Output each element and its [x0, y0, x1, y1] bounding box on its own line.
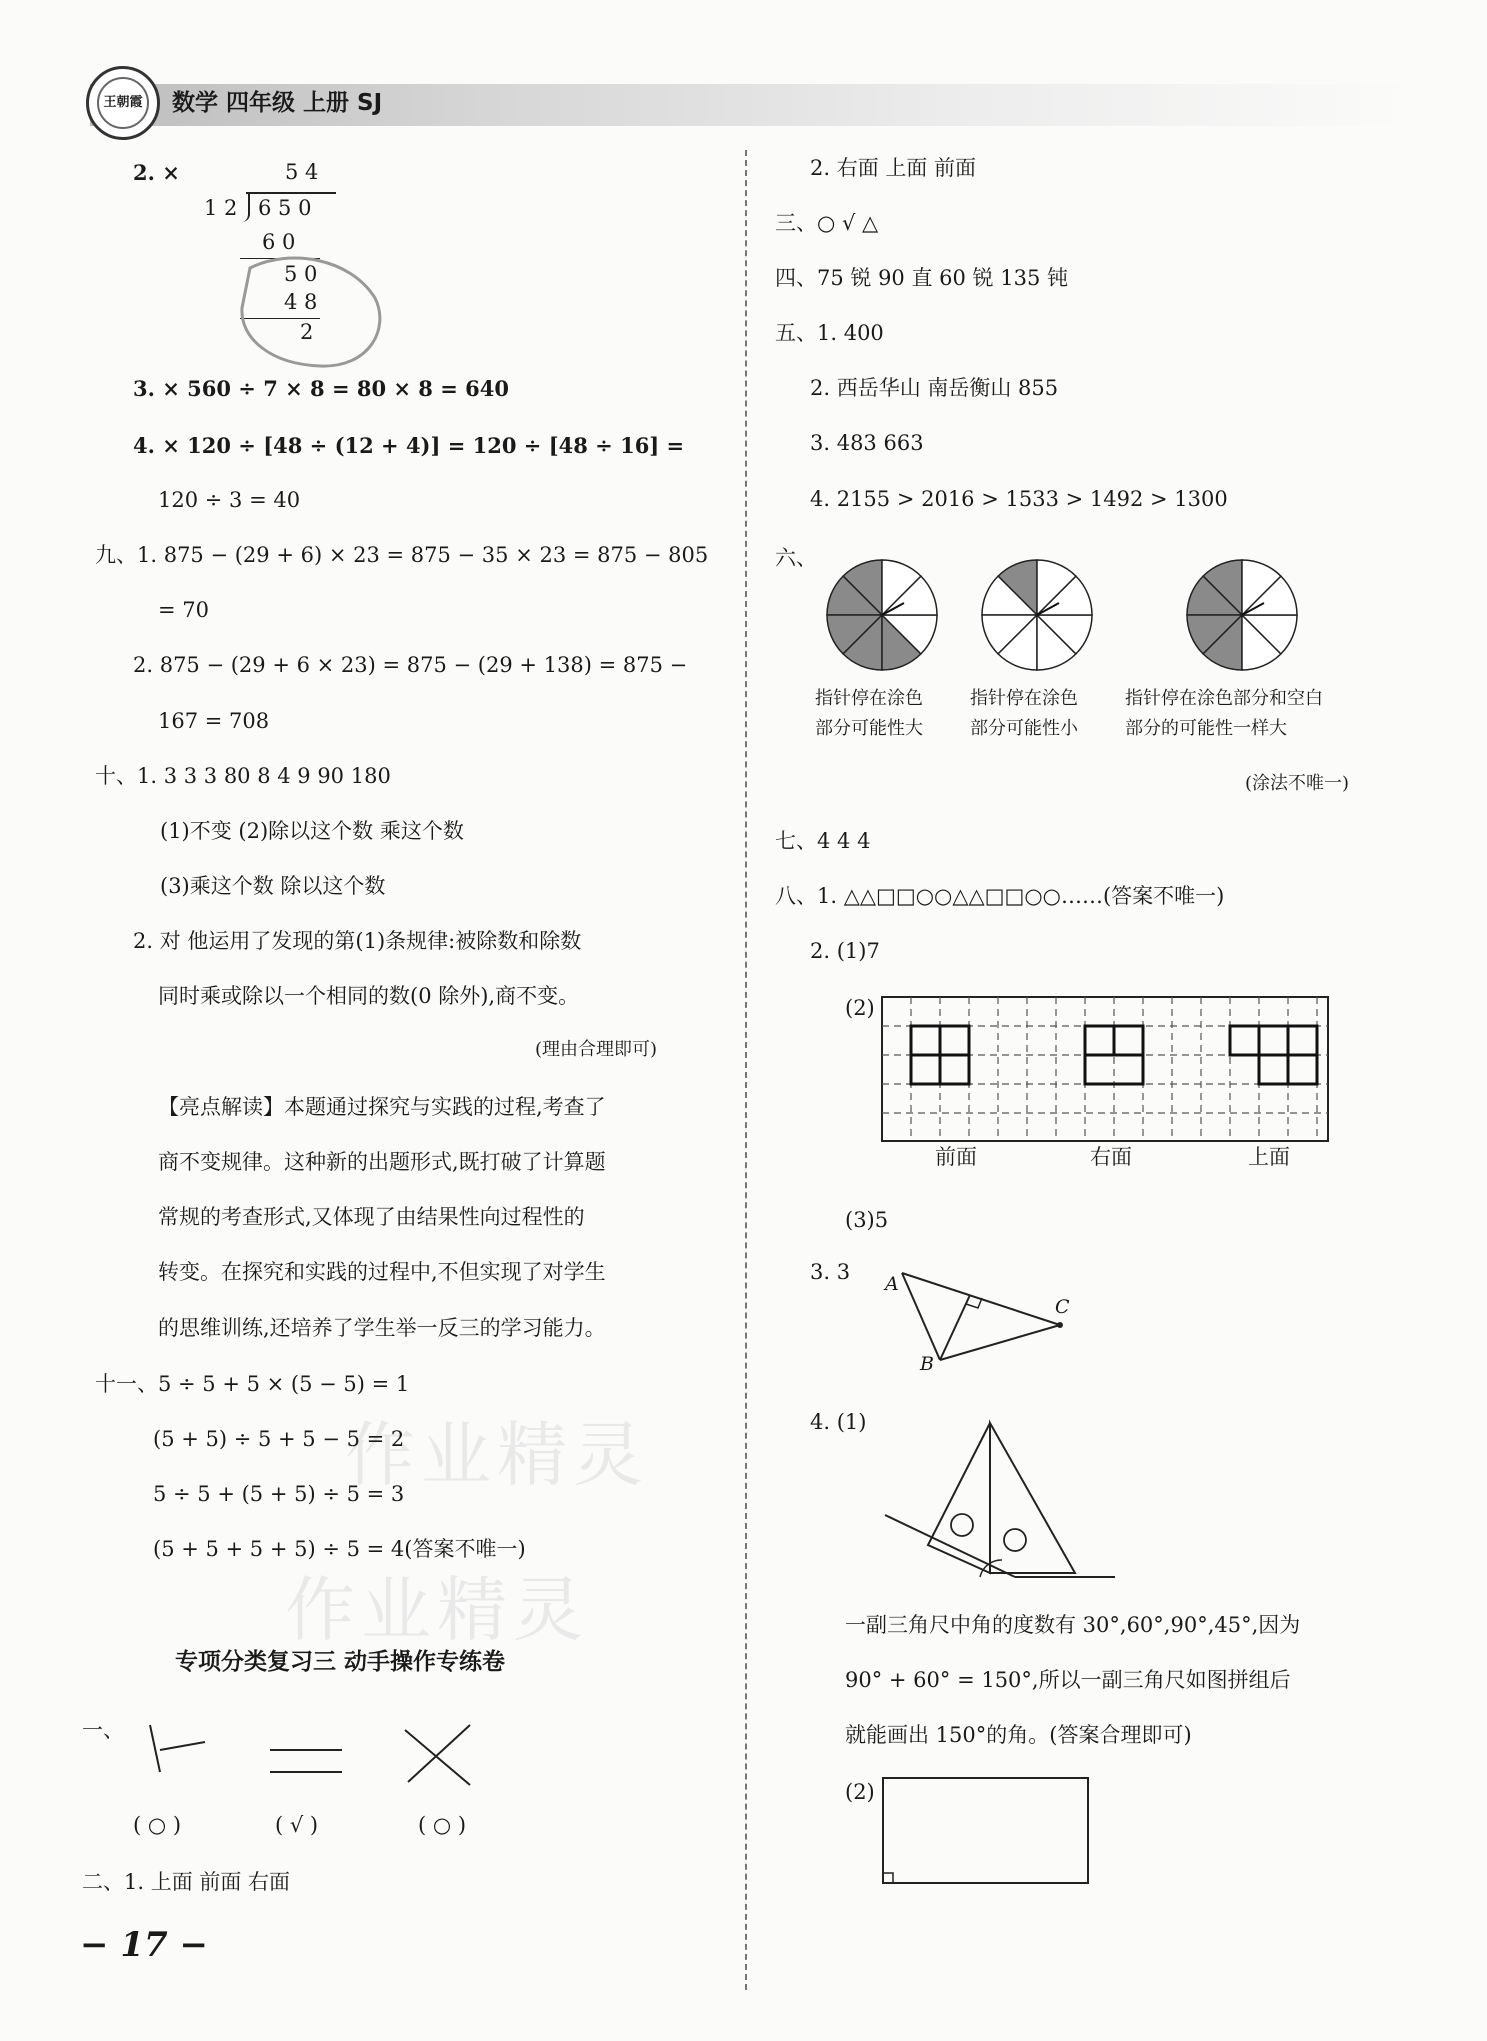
highlight-line: 商不变规律。这种新的出题形式,既打破了计算题: [158, 1150, 606, 1174]
point-b: B: [920, 1353, 934, 1375]
q4-line2: 120 ÷ 3 = 40: [158, 488, 301, 512]
spinners: [810, 555, 1370, 675]
grid-label-top: 上面: [1248, 1145, 1290, 1169]
section-title: 专项分类复习三 动手操作专练卷: [175, 1648, 506, 1675]
s8-1: 八、1. △△□□○○△△□□○○……(答案不唯一): [775, 884, 1225, 908]
header-title: 数学 四年级 上册 SJ: [172, 90, 383, 116]
s10-1: 十、1. 3 3 3 80 8 4 9 90 180: [95, 764, 391, 788]
spinner-caption: 指针停在涂色部分和空白 部分的可能性一样大: [1125, 688, 1323, 739]
q2-mark: 2. ×: [133, 160, 180, 185]
view-grid: [880, 995, 1330, 1145]
div-remainder: 2: [300, 320, 314, 344]
s10-rule-2: (3)乘这个数 除以这个数: [160, 874, 386, 898]
spinner-1: [827, 560, 937, 670]
s8-3: 3. 3: [810, 1260, 851, 1284]
point-a: A: [885, 1273, 899, 1295]
column-divider: [745, 150, 747, 1990]
s9-1-line1: 九、1. 875 − (29 + 6) × 23 = 875 − 35 × 23 = 875 − 805: [95, 543, 709, 567]
s5-2: 2. 西岳华山 南岳衡山 855: [810, 376, 1059, 400]
s11-3: 5 ÷ 5 + (5 + 5) ÷ 5 = 3: [153, 1482, 405, 1506]
stamp-icon: [230, 248, 390, 378]
s11-4: (5 + 5 + 5 + 5) ÷ 5 = 4(答案不唯一): [153, 1537, 526, 1561]
spinner-2: [982, 560, 1092, 670]
s1-answer: ( ○ ): [418, 1813, 467, 1837]
s3: 三、○ √ △: [775, 211, 879, 235]
highlight-line: 【亮点解读】本题通过探究与实践的过程,考查了: [158, 1095, 606, 1119]
s8-4-text: 一副三角尺中角的度数有 30°,60°,90°,45°,因为: [845, 1613, 1301, 1637]
div-step: 4 8: [284, 290, 318, 314]
s4: 四、75 锐 90 直 60 锐 135 钝: [775, 266, 1068, 290]
s8-4-text: 就能画出 150°的角。(答案合理即可): [845, 1723, 1192, 1747]
s1-label: 一、: [82, 1718, 124, 1742]
s10-2-line2: 同时乘或除以一个相同的数(0 除外),商不变。: [158, 984, 580, 1008]
watermark: 作业精灵: [285, 1569, 589, 1651]
s10-2-line1: 2. 对 他运用了发现的第(1)条规律:被除数和除数: [133, 929, 582, 953]
grid-label-front: 前面: [935, 1145, 977, 1169]
publisher-logo: [86, 66, 160, 140]
s2-1: 二、1. 上面 前面 右面: [82, 1870, 291, 1894]
s8-4-text: 90° + 60° = 150°,所以一副三角尺如图拼组后: [845, 1668, 1291, 1692]
r2: 2. 右面 上面 前面: [810, 156, 977, 180]
q4-line1: 4. × 120 ÷ [48 ÷ (12 + 4)] = 120 ÷ [48 ÷ 16] =: [133, 433, 685, 458]
s1-answer: ( √ ): [275, 1813, 319, 1837]
line-figures: [130, 1720, 530, 1800]
s8-4-2: (2): [845, 1780, 875, 1804]
s10-note: (理由合理即可): [535, 1039, 658, 1060]
s9-2-line1: 2. 875 − (29 + 6 × 23) = 875 − (29 + 138) = 875 −: [133, 653, 688, 677]
s5-3: 3. 483 663: [810, 431, 924, 455]
quotient: 5 4: [285, 160, 319, 184]
s8-2: 2. (1)7: [810, 939, 880, 963]
s8-2-2: (2): [845, 996, 875, 1020]
grid-label-right: 右面: [1090, 1145, 1132, 1169]
s1-answer: ( ○ ): [133, 1813, 182, 1837]
s9-1-line2: = 70: [158, 598, 209, 622]
s6-label: 六、: [775, 546, 817, 570]
point-c: C: [1055, 1296, 1070, 1318]
div-step: 5 0: [284, 262, 318, 286]
div-step: 6 0: [262, 230, 296, 254]
set-square-figure: [880, 1415, 1120, 1600]
highlight-line: 的思维训练,还培养了学生举一反三的学习能力。: [158, 1316, 606, 1340]
s7: 七、4 4 4: [775, 829, 871, 853]
divisor: 1 2: [204, 196, 238, 220]
highlight-line: 常规的考查形式,又体现了由结果性向过程性的: [158, 1205, 585, 1229]
s8-4: 4. (1): [810, 1410, 867, 1434]
dividend: 6 5 0: [258, 196, 312, 220]
spinner-3: [1187, 560, 1297, 670]
s9-2-line2: 167 = 708: [158, 709, 270, 733]
logo-text: 王朝霞: [97, 77, 149, 129]
s5-4: 4. 2155 > 2016 > 1533 > 1492 > 1300: [810, 487, 1228, 511]
highlight-line: 转变。在探究和实践的过程中,不但实现了对学生: [158, 1260, 606, 1284]
s11-1: 十一、5 ÷ 5 + 5 × (5 − 5) = 1: [95, 1372, 410, 1396]
s10-rule-1: (1)不变 (2)除以这个数 乘这个数: [160, 819, 464, 843]
q3: 3. × 560 ÷ 7 × 8 = 80 × 8 = 640: [133, 376, 509, 401]
watermark: 作业精灵: [345, 1414, 649, 1496]
s8-2-3: (3)5: [845, 1208, 889, 1232]
rectangle-figure: [880, 1775, 1095, 1890]
spinner-caption: 指针停在涂色 部分可能性小: [970, 688, 1078, 739]
spinner-caption: 指针停在涂色 部分可能性大: [815, 688, 923, 739]
page-number: − 17 −: [80, 1925, 208, 1965]
s5-1: 五、1. 400: [775, 321, 884, 345]
s11-2: (5 + 5) ÷ 5 + 5 − 5 = 2: [153, 1427, 405, 1451]
s6-note: (涂法不唯一): [1245, 773, 1350, 794]
